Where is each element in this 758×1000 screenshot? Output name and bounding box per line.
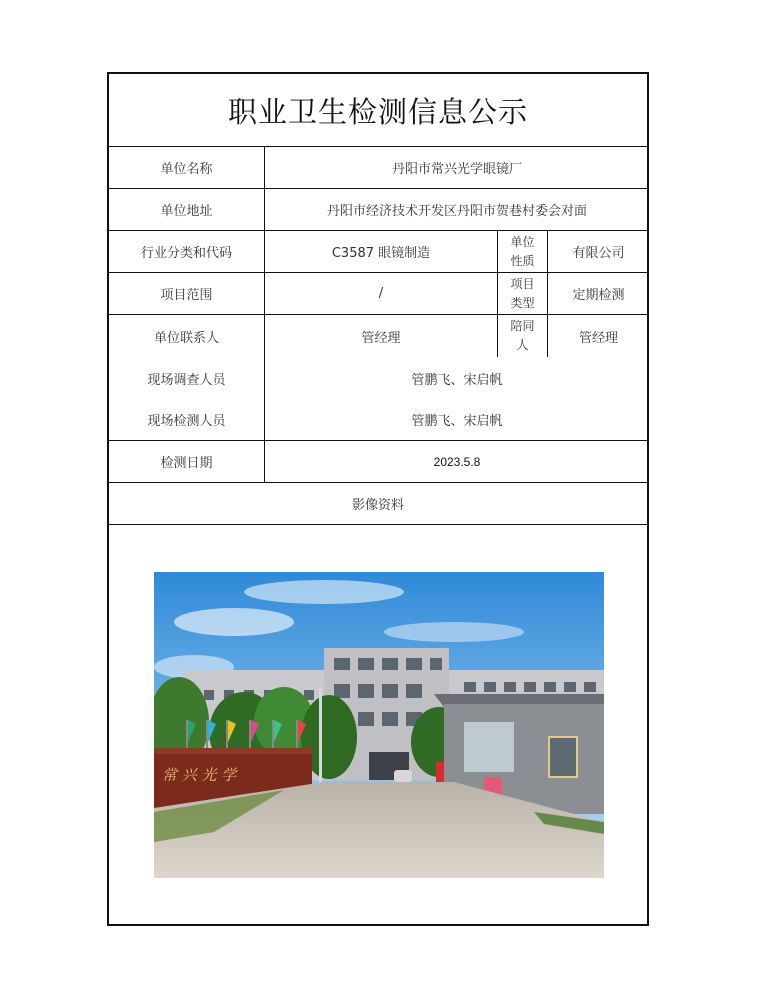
unit-address-label: 单位地址 (160, 204, 213, 219)
unit-name-label: 单位名称 (160, 162, 213, 177)
row-image-section (109, 483, 647, 525)
unit-name-value: 丹阳市常兴光学眼镜厂 (264, 147, 649, 188)
detect-staff-label: 现场检测人员 (147, 414, 226, 429)
row-industry (109, 231, 647, 273)
row-detect-date (109, 441, 647, 483)
accompany-value: 管经理 (547, 315, 649, 357)
industry-value: C3587 眼镜制造 (264, 231, 497, 272)
row-project-scope (109, 273, 647, 315)
row-contact (109, 315, 647, 357)
project-scope-label: 项目范围 (160, 288, 213, 303)
row-unit-address (109, 189, 647, 231)
contact-label: 单位联系人 (153, 330, 219, 346)
unit-nature-value: 有限公司 (547, 231, 649, 272)
factory-photo-image (154, 572, 604, 878)
page-title: 职业卫生检测信息公示 (109, 74, 647, 147)
unit-address-value: 丹阳市经济技术开发区丹阳市贺巷村委会对面 (264, 189, 649, 230)
row-survey-staff (109, 357, 647, 399)
image-section-label: 影像资料 (351, 498, 404, 513)
detect-date-label: 检测日期 (160, 456, 213, 471)
factory-photo (154, 572, 604, 878)
contact-value: 管经理 (264, 315, 497, 357)
survey-staff-value: 管鹏飞、宋启帆 (264, 357, 649, 399)
detect-staff-value: 管鹏飞、宋启帆 (264, 399, 649, 440)
project-type-value: 定期检测 (547, 273, 649, 314)
detect-date-value: 2023.5.8 (264, 441, 649, 482)
row-detect-staff (109, 399, 647, 441)
sign-text: 常 兴 光 学 (162, 766, 237, 784)
unit-nature-label: 单位 性质 (497, 231, 547, 272)
survey-staff-label: 现场调查人员 (147, 372, 226, 388)
disclosure-form (107, 72, 649, 926)
accompany-label: 陪同 人 (497, 315, 547, 357)
project-type-label: 项目 类型 (497, 273, 547, 314)
industry-label: 行业分类和代码 (140, 246, 232, 261)
row-unit-name (109, 147, 647, 189)
project-scope-value: / (264, 273, 497, 314)
